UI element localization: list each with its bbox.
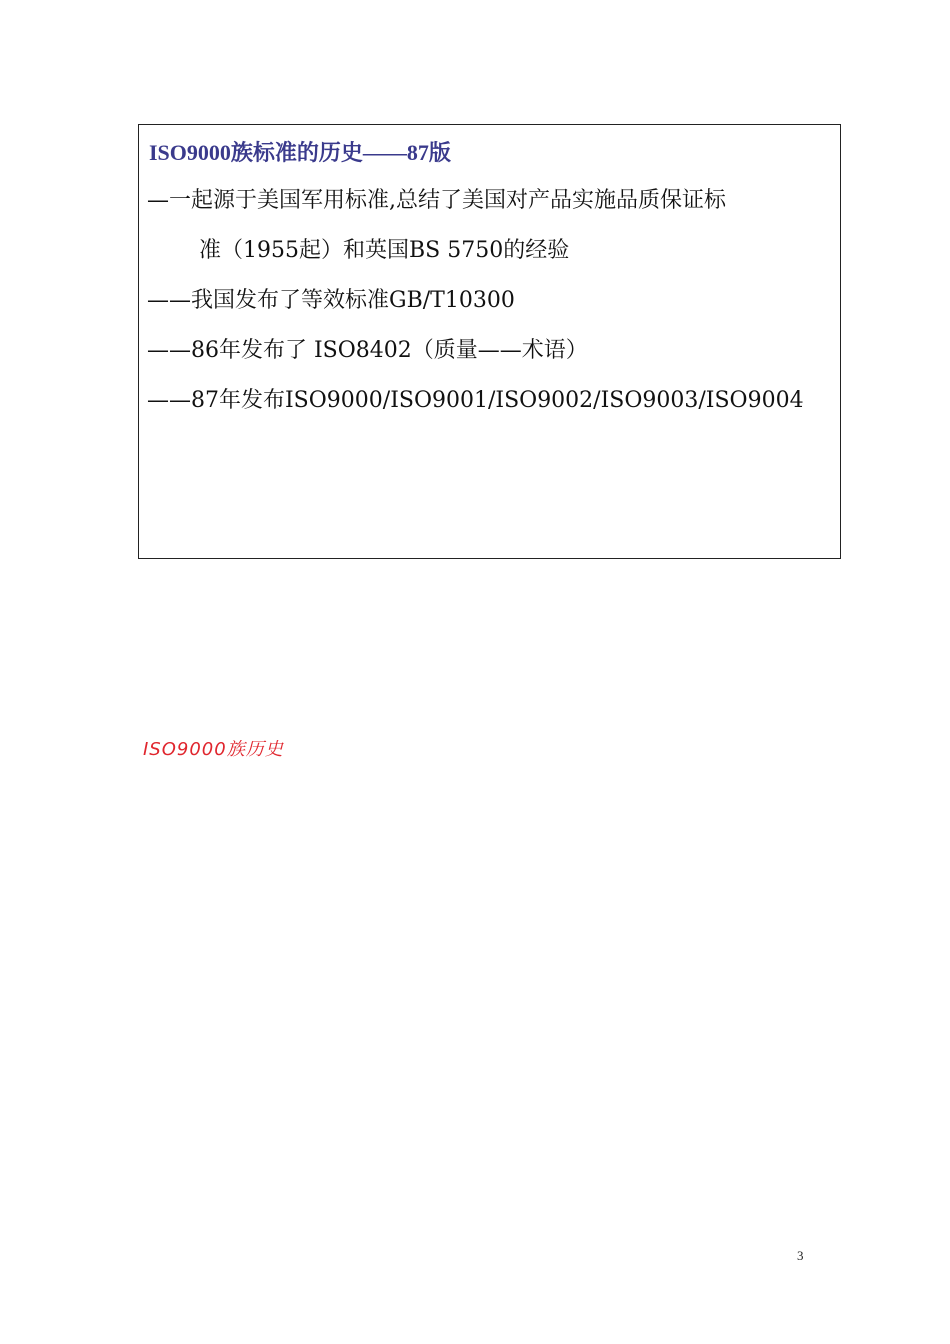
slide-line-iso9000-series: ——87年发布ISO9000/ISO9001/ISO9002/ISO9003/ISO9004 [147, 388, 804, 413]
slide-line-gb-standard: ——我国发布了等效标准GB/T10300 [147, 288, 515, 313]
slide-title: ISO9000族标准的历史——87版 [149, 140, 451, 165]
slide-frame [138, 124, 841, 559]
slide-line-origin-continued: 准（1955起）和英国BS 5750的经验 [199, 238, 570, 263]
slide-caption: ISO9000族历史 [143, 739, 284, 760]
slide-line-iso8402: ——86年发布了 ISO8402（质量——术语） [147, 338, 588, 363]
slide-line-origin: —一起源于美国军用标准,总结了美国对产品实施品质保证标 [147, 188, 726, 213]
page-number: 3 [797, 1248, 804, 1263]
